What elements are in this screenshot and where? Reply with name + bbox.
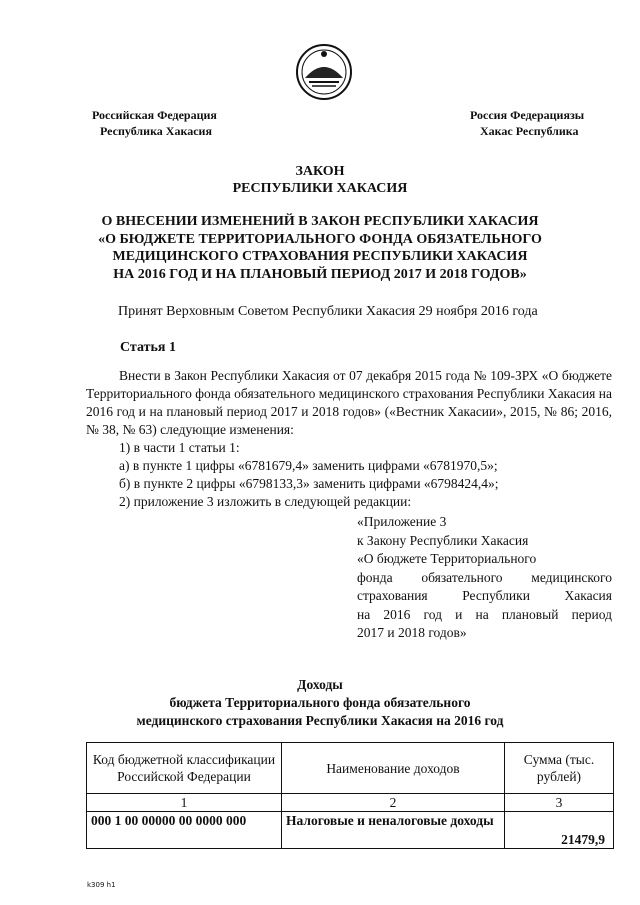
amendment-item-1: 1) в части 1 статьи 1: bbox=[119, 440, 240, 455]
income-title-line: бюджета Территориального фонда обязательного bbox=[169, 695, 471, 710]
header-name: Наименование доходов bbox=[282, 743, 505, 794]
column-number-row bbox=[87, 794, 614, 812]
income-table bbox=[86, 742, 614, 849]
appendix-reference bbox=[357, 513, 612, 643]
appendix-line: фонда обязательного медицинского bbox=[357, 569, 612, 585]
law-heading: ЗАКОН bbox=[295, 164, 345, 179]
header-right-line2: Хакас Республика bbox=[480, 124, 579, 138]
header-code: Код бюджетной классификации Российской Федерации bbox=[87, 743, 282, 794]
appendix-line: к Закону Республики Хакасия bbox=[357, 532, 529, 548]
article-paragraph: Внести в Закон Республики Хакасия от 07 декабря 2015 года № 109-ЗРХ «О бюджете Территориального фонда обязательного медицинского страхования Республики Хакасия на 2016 год и на плановый период 2017 и 2018 годов» («Вестник Хакасии», 2015, № 86; 2016, № 38, № 63) следующие изменения: bbox=[86, 368, 612, 437]
law-title bbox=[0, 213, 640, 283]
adoption-note: Принят Верховным Советом Республики Хакасия 29 ноября 2016 года bbox=[118, 304, 538, 319]
amendment-item-2: 2) приложение 3 изложить в следующей редакции: bbox=[119, 494, 412, 509]
header-right-line1: Россия Федерациязы bbox=[470, 108, 585, 122]
appendix-line: страхования Республики Хакасия bbox=[357, 588, 612, 603]
document-footer-code: k309 h1 bbox=[87, 881, 116, 889]
column-number: 3 bbox=[505, 794, 614, 812]
header-left bbox=[92, 107, 217, 139]
row-name: Налоговые и неналоговые доходы bbox=[282, 812, 505, 849]
amendment-item-1b: б) в пункте 2 цифры «6798133,3» заменить цифрами «6798424,4»; bbox=[119, 476, 499, 491]
coat-of-arms-emblem bbox=[295, 42, 353, 102]
amendment-item-1a: а) в пункте 1 цифры «6781679,4» заменить цифрами «6781970,5»; bbox=[119, 458, 498, 473]
article-heading: Статья 1 bbox=[120, 340, 176, 355]
header-right bbox=[470, 107, 584, 139]
appendix-line: 2017 и 2018 годов» bbox=[357, 625, 467, 640]
income-title-line: медицинского страхования Республики Хакасия на 2016 год bbox=[136, 713, 504, 728]
income-title bbox=[0, 676, 640, 730]
table-row bbox=[87, 812, 614, 849]
row-code: 000 1 00 00000 00 0000 000 bbox=[87, 812, 282, 849]
table-header-row bbox=[87, 743, 614, 794]
header-sum: Сумма (тыс. рублей) bbox=[505, 743, 614, 794]
header-left-line1: Российская Федерация bbox=[92, 108, 217, 122]
appendix-line: «О бюджете Территориального bbox=[357, 551, 537, 566]
law-title-line: «О БЮДЖЕТЕ ТЕРРИТОРИАЛЬНОГО ФОНДА ОБЯЗАТЕЛЬНОГО bbox=[98, 231, 542, 247]
row-sum: 21479,9 bbox=[505, 812, 614, 849]
law-heading-republic: РЕСПУБЛИКИ ХАКАСИЯ bbox=[232, 181, 408, 196]
header-left-line2: Республика Хакасия bbox=[100, 124, 212, 138]
income-title-line: Доходы bbox=[297, 677, 343, 692]
column-number: 2 bbox=[282, 794, 505, 812]
appendix-line: «Приложение 3 bbox=[357, 514, 447, 529]
appendix-line: на 2016 год и на плановый период bbox=[357, 606, 612, 622]
column-number: 1 bbox=[87, 794, 282, 812]
law-title-line: МЕДИЦИНСКОГО СТРАХОВАНИЯ РЕСПУБЛИКИ ХАКАСИЯ bbox=[112, 249, 528, 264]
law-title-line: О ВНЕСЕНИИ ИЗМЕНЕНИЙ В ЗАКОН РЕСПУБЛИКИ ХАКАСИЯ bbox=[101, 214, 539, 229]
law-title-line: НА 2016 ГОД И НА ПЛАНОВЫЙ ПЕРИОД 2017 И 2018 ГОДОВ» bbox=[113, 266, 527, 282]
